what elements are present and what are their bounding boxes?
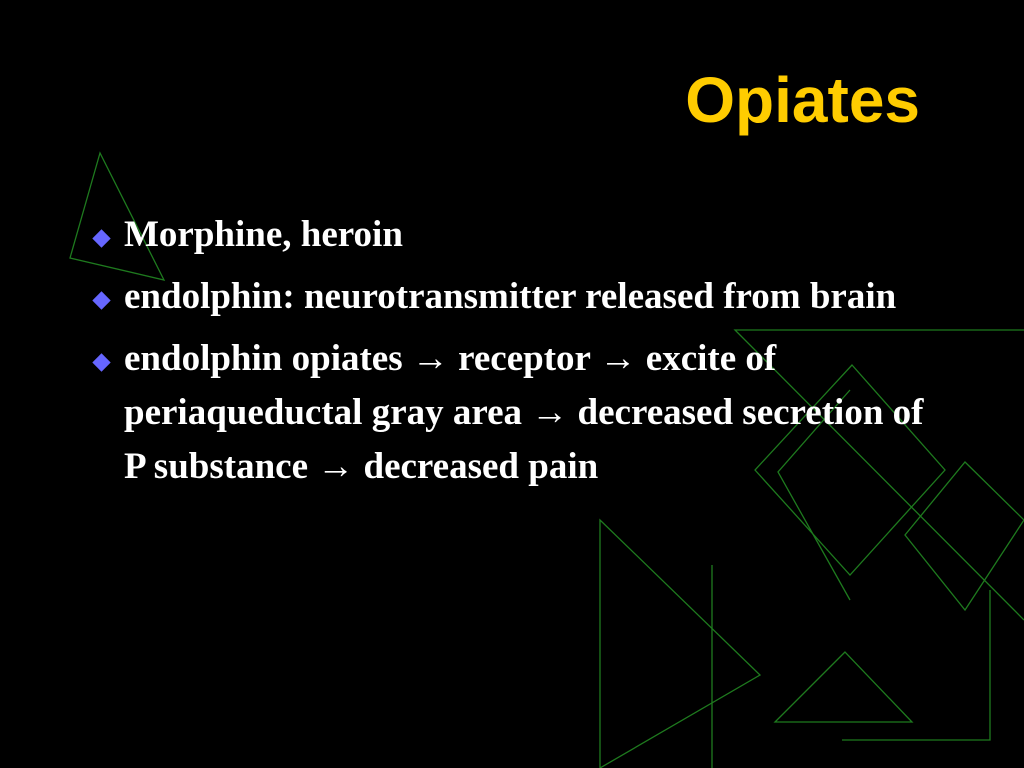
bullet-item (90, 332, 950, 494)
diamond-bullet-icon (92, 353, 110, 371)
bullet-item (90, 208, 950, 262)
bullet-item (90, 270, 950, 324)
decor-bottom-lines (842, 590, 990, 740)
bullet-text: endolphin opiates → receptor → excite of periaqueductal gray area → decreased secretion of P substance → decreased pain (124, 338, 924, 487)
slide-title: Opiates (685, 64, 920, 136)
decor-big-triangle (600, 520, 760, 768)
decor-small-triangle (775, 652, 912, 722)
diamond-bullet-icon (92, 229, 110, 247)
bullet-text: Morphine, heroin (124, 214, 403, 255)
diamond-bullet-icon (92, 291, 110, 309)
bullet-list (90, 208, 950, 494)
bullet-text: endolphin: neurotransmitter released from brain (124, 276, 897, 317)
